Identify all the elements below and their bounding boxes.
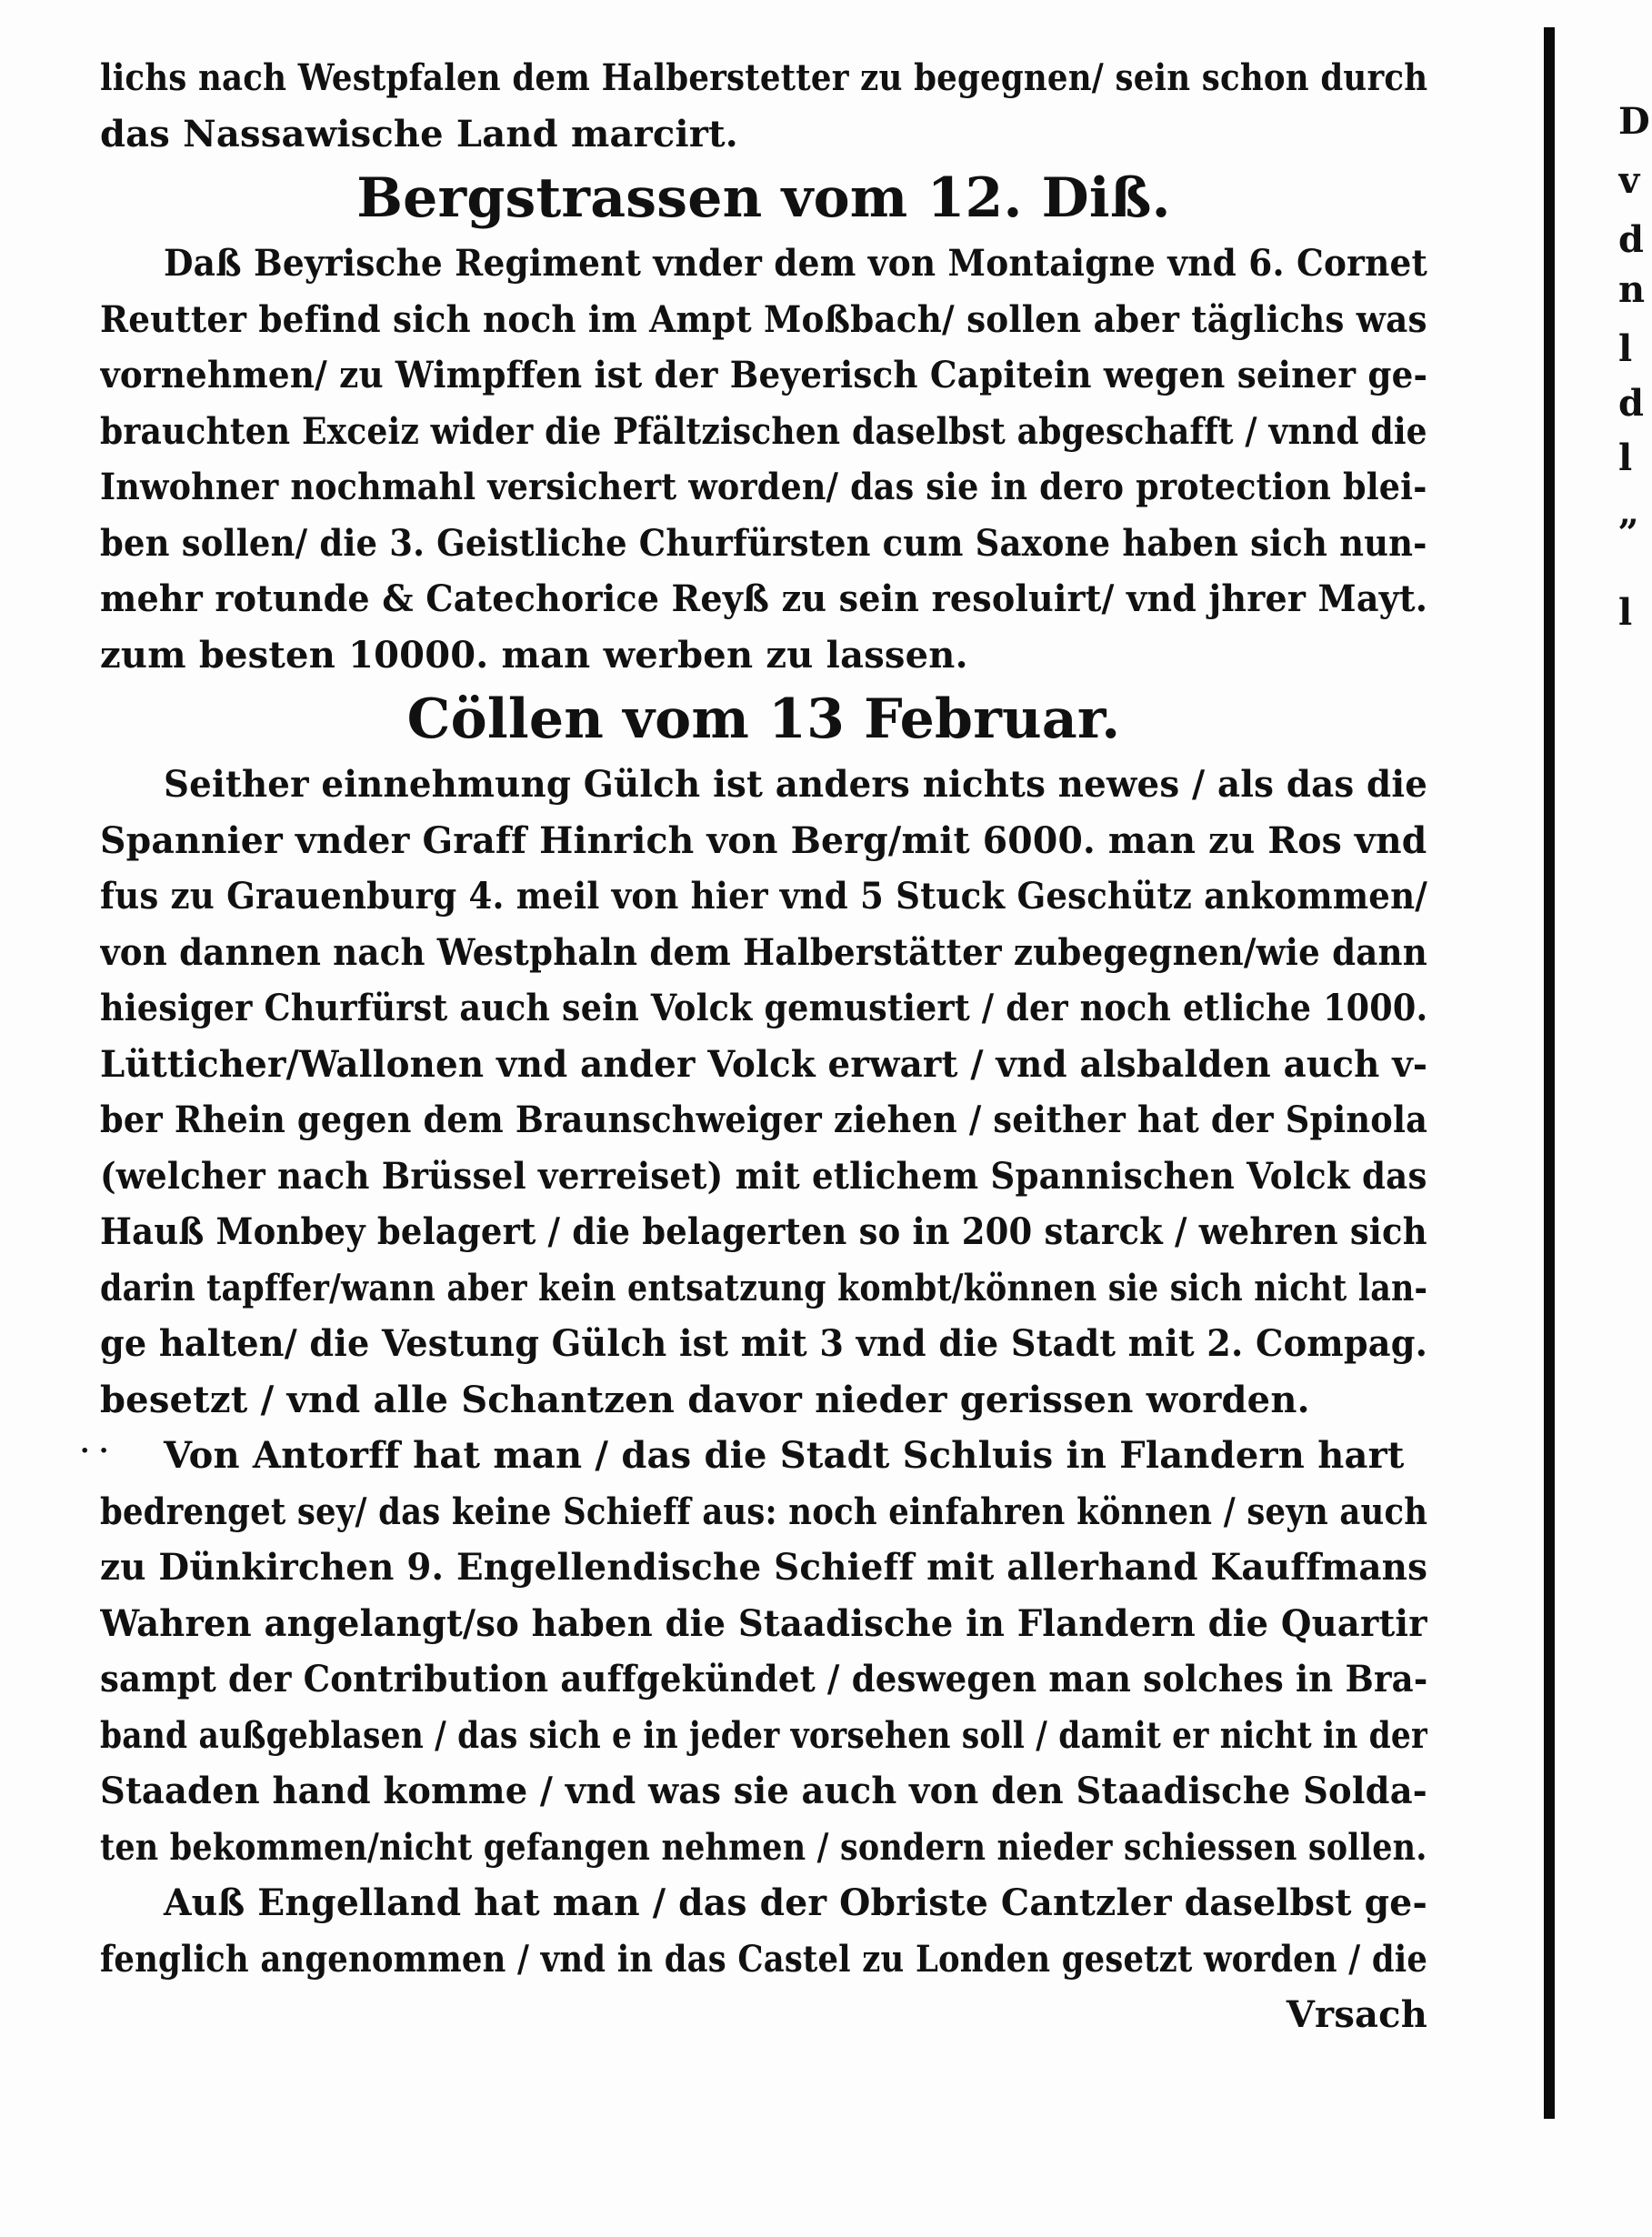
text-line: vornehmen/ zu Wimpffen ist der Beyerisch Capitein wegen seiner ge-: [100, 354, 1427, 396]
text-line: Von Antorff hat man / das die Stadt Schluis in Flandern hart: [164, 1434, 1405, 1477]
text-line: das Nassawische Land marcirt.: [100, 112, 738, 155]
text-line: darin tapffer/wann aber kein entsatzung kombt/können sie sich nicht lan-: [100, 1266, 1427, 1309]
text-line: band außgeblasen / das sich e in jeder vorsehen soll / damit er nicht in der: [100, 1713, 1427, 1757]
gutter-rule: [1544, 27, 1555, 2119]
next-page-fragment: d: [1618, 218, 1644, 261]
text-line: zu Dünkirchen 9. Engellendische Schieff mit allerhand Kauffmans: [100, 1546, 1427, 1589]
newspaper-text-column: [100, 50, 1427, 2043]
text-line: Hauß Monbey belagert / die belagerten so in 200 starck / wehren sich: [100, 1210, 1427, 1253]
text-line: von dannen nach Westphaln dem Halberstätter zubegegnen/wie dann: [100, 930, 1427, 974]
text-line: (welcher nach Brüssel verreiset) mit etlichem Spannischen Volck das: [100, 1154, 1427, 1198]
next-page-fragment: l: [1618, 327, 1633, 370]
section-heading-bergstrassen: Bergstrassen vom 12. Diß.: [356, 166, 1171, 230]
next-page-fragment: v: [1618, 159, 1640, 202]
text-line: Seither einnehmung Gülch ist anders nichts newes / als das die: [164, 763, 1427, 806]
text-line: brauchten Exceiz wider die Pfältzischen daselbst abgeschafft / vnnd die: [100, 409, 1427, 453]
text-line: bedrenget sey/ das keine Schieff aus: noch einfahren können / seyn auch: [100, 1490, 1427, 1533]
text-line: ge halten/ die Vestung Gülch ist mit 3 vnd die Stadt mit 2. Compag.: [100, 1322, 1427, 1365]
text-line: Spannier vnder Graff Hinrich von Berg/mit 6000. man zu Ros vnd: [100, 818, 1427, 862]
margin-dots: · ·: [80, 1435, 109, 1467]
text-line: Lütticher/Wallonen vnd ander Volck erwart / vnd alsbalden auch v-: [100, 1042, 1427, 1086]
text-line: mehr rotunde & Catechorice Reyß zu sein resoluirt/ vnd jhrer Mayt.: [100, 577, 1427, 620]
text-line: hiesiger Churfürst auch sein Volck gemustiert / der noch etliche 1000.: [100, 987, 1427, 1029]
text-line: ber Rhein gegen dem Braunschweiger ziehen / seither hat der Spinola: [100, 1098, 1427, 1141]
text-line: fus zu Grauenburg 4. meil von hier vnd 5 Stuck Geschütz ankommen/: [100, 875, 1427, 918]
text-line: Daß Beyrische Regiment vnder dem von Montaigne vnd 6. Cornet: [164, 242, 1427, 285]
next-page-fragment: l: [1618, 436, 1633, 479]
text-line: lichs nach Westpfalen dem Halberstetter zu begegnen/ sein schon durch: [100, 56, 1427, 99]
text-line: ben sollen/ die 3. Geistliche Churfürsten cum Saxone haben sich nun-: [100, 521, 1427, 565]
next-page-fragment: n: [1618, 268, 1646, 311]
text-line: Inwohner nochmahl versichert worden/ das sie in dero protection blei-: [100, 466, 1427, 508]
text-line: Wahren angelangt/so haben die Staadische in Flandern die Quartir: [100, 1601, 1427, 1645]
text-line: Reutter befind sich noch im Ampt Moßbach/ sollen aber täglichs was: [100, 297, 1427, 341]
text-line: besetzt / vnd alle Schantzen davor nieder gerissen worden.: [100, 1378, 1310, 1421]
next-page-fragment: D: [1618, 100, 1650, 143]
next-page-fragment: „: [1618, 491, 1640, 534]
text-line: Staaden hand komme / vnd was sie auch von den Staadische Solda-: [100, 1770, 1427, 1812]
next-page-fragment: d: [1618, 382, 1644, 425]
text-line: fenglich angenommen / vnd in das Castel zu Londen gesetzt worden / die: [100, 1937, 1427, 1981]
text-line: zum besten 10000. man werben zu lassen.: [100, 633, 968, 677]
text-line: sampt der Contribution auffgekündet / deswegen man solches in Bra-: [100, 1658, 1427, 1700]
text-line: ten bekommen/nicht gefangen nehmen / sondern nieder schiessen sollen.: [100, 1825, 1427, 1869]
section-heading-coellen: Cöllen vom 13 Februar.: [406, 687, 1121, 751]
catchword: Vrsach: [1286, 1993, 1427, 2036]
text-line: Auß Engelland hat man / das der Obriste Cantzler daselbst ge-: [164, 1881, 1427, 1924]
next-page-fragment: l: [1618, 591, 1633, 634]
